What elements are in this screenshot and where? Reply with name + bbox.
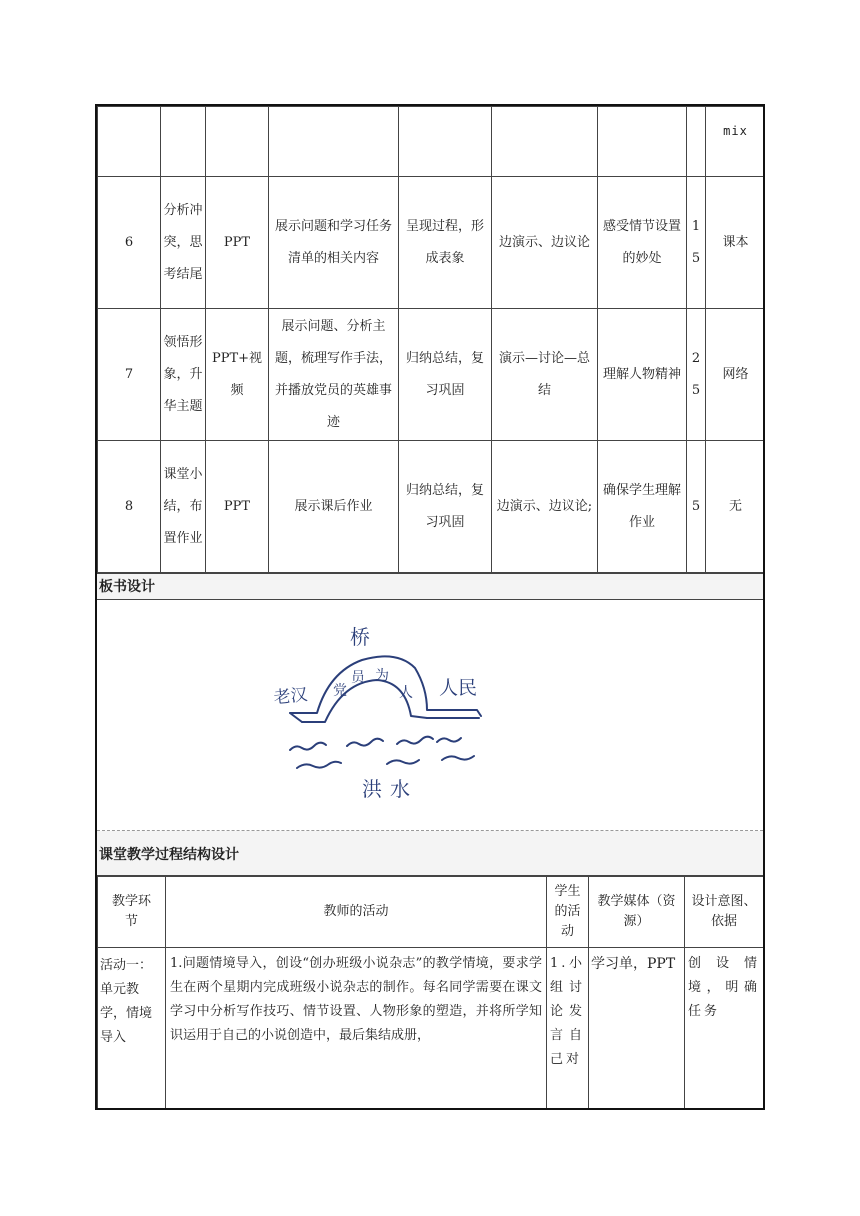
step-media: PPT: [206, 441, 269, 573]
step-teacher: 展示问题和学习任务清单的相关内容: [269, 177, 399, 309]
bridge-deck-left: [290, 713, 302, 722]
water-wave: [397, 737, 433, 744]
process-row: [98, 948, 764, 1111]
step-student: [399, 107, 492, 177]
step-minutes: 25: [687, 309, 706, 441]
sketch-label-arch-3: 为: [375, 668, 389, 684]
header-intent: 设计意图、依据: [685, 877, 764, 948]
step-student: 呈现过程，形成表象: [399, 177, 492, 309]
step-stage: [161, 107, 206, 177]
process-design-heading: 课堂教学过程结构设计: [97, 831, 763, 876]
step-goal: 感受情节设置的妙处: [598, 177, 687, 309]
step-number: [98, 107, 161, 177]
process-teacher-activity: 1.问题情境导入，创设“创办班级小说杂志”的教学情境，要求学生在两个星期内完成班级小说杂志的制作。每名同学需要在课文学习中分析写作技巧、情节设置、人物形象的塑造，并将所学知识运用于自己的小说创造中，最后集结成册，: [166, 948, 547, 1111]
process-stage: 活动一：单元教学，情境导入: [98, 948, 166, 1111]
step-method: 边演示、边议论;: [492, 441, 598, 573]
step-method: 演示—讨论—总结: [492, 309, 598, 441]
step-media: PPT+视频: [206, 309, 269, 441]
sketch-label-arch-2: 员: [351, 670, 365, 686]
water-wave: [347, 739, 383, 746]
step-resource: 网络: [706, 309, 766, 441]
step-media: [206, 107, 269, 177]
header-student: 学生的活动: [547, 877, 589, 948]
sketch-label-flood: 洪水: [362, 777, 418, 801]
process-table: [97, 876, 764, 1110]
water-wave: [387, 760, 419, 764]
board-sketch: [97, 600, 763, 830]
process-header-row: [98, 877, 764, 948]
sketch-label-bridge: 桥: [350, 625, 370, 649]
step-stage: 分析冲突，思考结尾: [161, 177, 206, 309]
water-wave: [290, 743, 326, 750]
table-row: [98, 107, 766, 177]
step-method: 边演示、边议论: [492, 177, 598, 309]
step-media: PPT: [206, 177, 269, 309]
step-student: 归纳总结，复习巩固: [399, 441, 492, 573]
step-minutes: 15: [687, 177, 706, 309]
step-minutes: 5: [687, 441, 706, 573]
header-teacher: 教师的活动: [166, 877, 547, 948]
step-goal: 理解人物精神: [598, 309, 687, 441]
document-frame: [95, 104, 765, 1110]
water-wave: [442, 756, 474, 760]
step-student: 归纳总结，复习巩固: [399, 309, 492, 441]
board-design-heading: 板书设计: [97, 573, 763, 600]
step-resource: mix: [706, 107, 766, 177]
process-intent: 创设情境，明确任务: [685, 948, 764, 1111]
table-row: [98, 177, 766, 309]
water-wave: [297, 762, 341, 768]
step-resource: 课本: [706, 177, 766, 309]
step-minutes: [687, 107, 706, 177]
step-method: [492, 107, 598, 177]
step-teacher: [269, 107, 399, 177]
sketch-label-arch-1: 党: [333, 683, 347, 699]
step-resource: 无: [706, 441, 766, 573]
step-goal: 确保学生理解作业: [598, 441, 687, 573]
header-stage: 教学环节: [98, 877, 166, 948]
water-wave: [437, 738, 461, 742]
step-number: 7: [98, 309, 161, 441]
step-goal: [598, 107, 687, 177]
table-row: [98, 309, 766, 441]
sketch-label-arch-4: 人: [399, 685, 413, 701]
lesson-steps-table: [97, 106, 765, 573]
table-row: [98, 441, 766, 573]
step-stage: 领悟形象，升华主题: [161, 309, 206, 441]
process-media: 学习单，PPT: [589, 948, 685, 1111]
sketch-label-people: 人民: [439, 677, 478, 699]
board-design-area: [97, 600, 763, 831]
step-teacher: 展示问题、分析主题，梳理写作手法，并播放党员的英雄事迹: [269, 309, 399, 441]
step-number: 6: [98, 177, 161, 309]
step-teacher: 展示课后作业: [269, 441, 399, 573]
process-student-activity: 1.小组讨论发言自己对: [547, 948, 589, 1111]
header-media: 教学媒体（资源）: [589, 877, 685, 948]
step-stage: 课堂小结，布置作业: [161, 441, 206, 573]
step-number: 8: [98, 441, 161, 573]
sketch-label-old-man: 老汉: [272, 684, 309, 709]
